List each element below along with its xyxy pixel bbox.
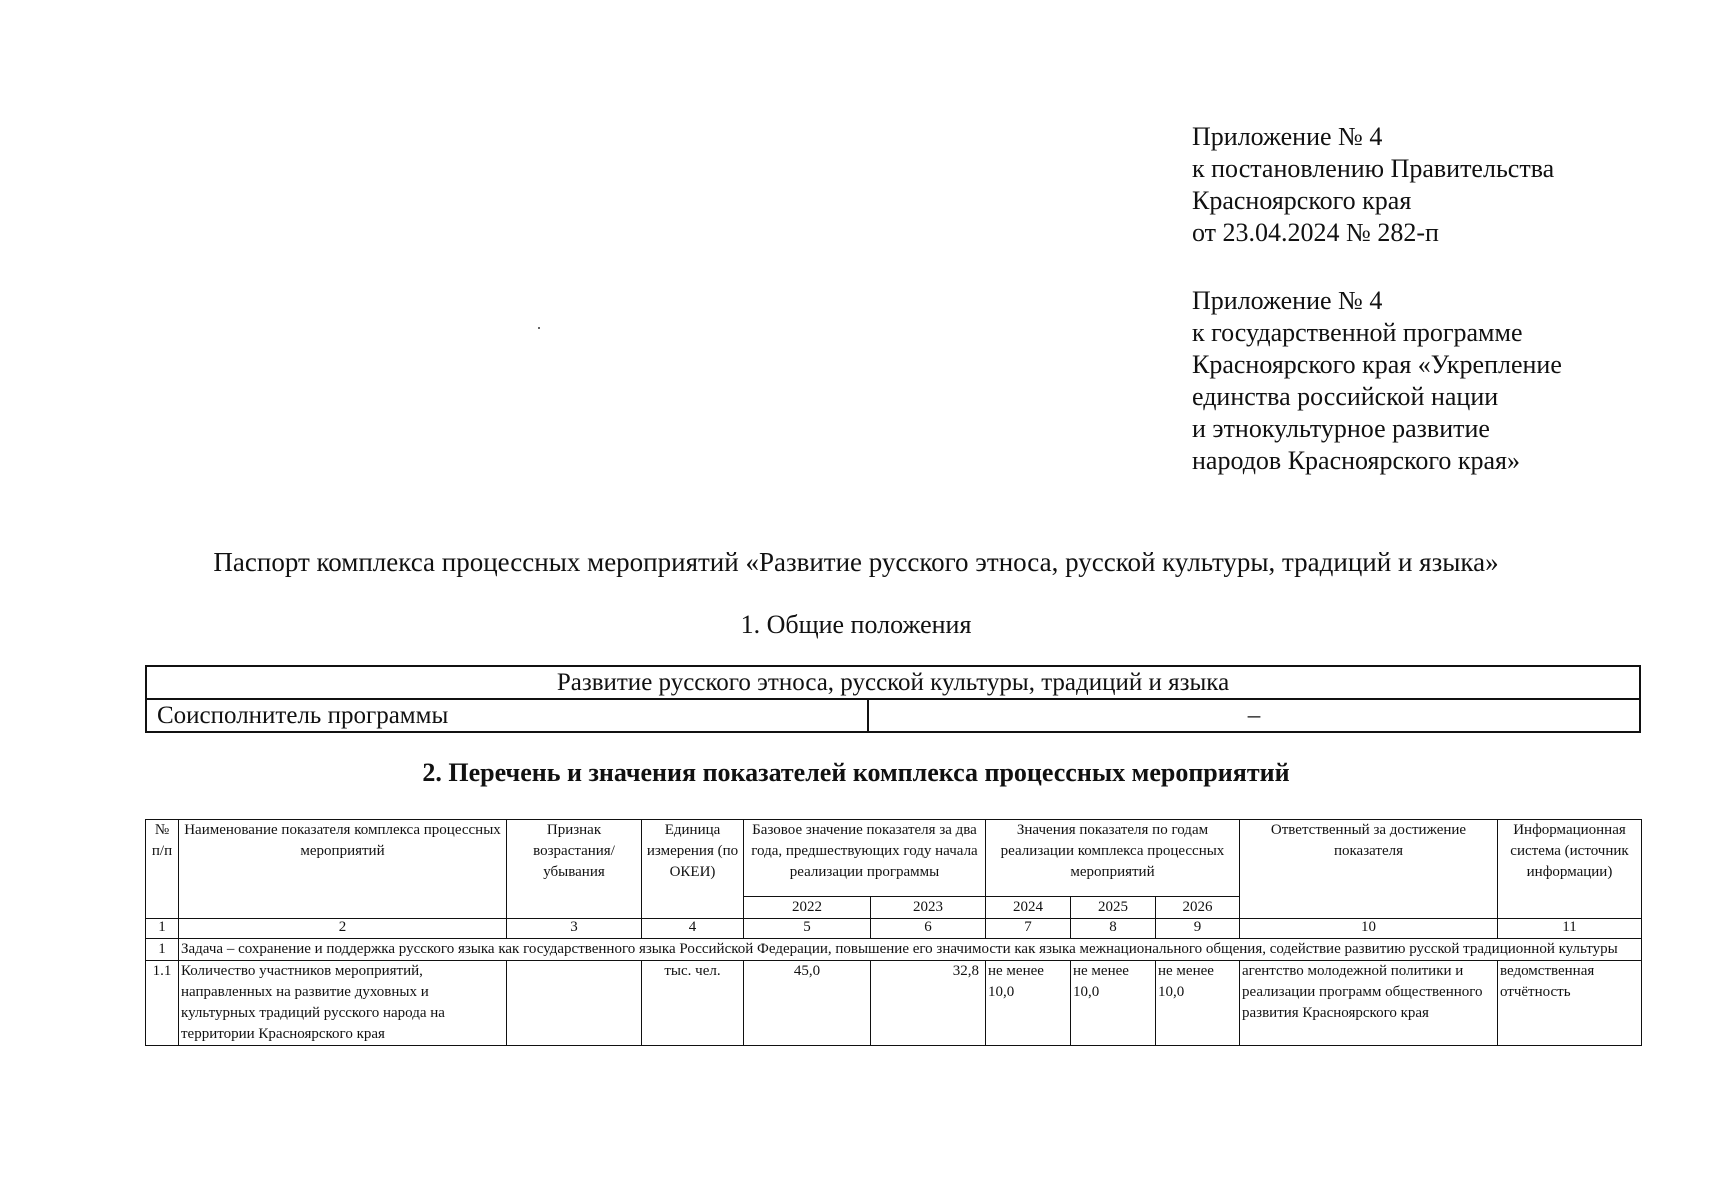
appendix-line: от 23.04.2024 № 282-п — [1192, 218, 1439, 247]
general-provisions-table — [145, 665, 1641, 733]
coexecutor-label-cell: Соисполнитель программы — [146, 699, 868, 732]
appendix-line: к государственной программе — [1192, 318, 1523, 347]
appendix-line: и этнокультурное развитие — [1192, 414, 1490, 443]
column-number: 11 — [1498, 919, 1642, 939]
task-text: Задача – сохранение и поддержка русского языка как государственного языка Российской Федерации, повышение его значимости как языка межнационального общения, содействие развитию русской традиционной культуры — [179, 939, 1642, 961]
appendix-line: к постановлению Правительства — [1192, 154, 1555, 183]
column-number: 7 — [986, 919, 1071, 939]
indicator-value-2025: не менее 10,0 — [1071, 961, 1156, 1046]
header-year-2025: 2025 — [1071, 897, 1156, 919]
column-number: 10 — [1240, 919, 1498, 939]
task-num: 1 — [146, 939, 179, 961]
header-responsible: Ответственный за достижение показателя — [1240, 820, 1498, 919]
indicator-info-system: ведомственная отчётность — [1498, 961, 1642, 1046]
appendix-line: Приложение № 4 — [1192, 122, 1383, 151]
header-base-value: Базовое значение показателя за два года, предшествующих году начала реализации программы — [744, 820, 986, 897]
appendix-block-state-program — [1192, 285, 1562, 477]
column-number: 4 — [642, 919, 744, 939]
header-year-2024: 2024 — [986, 897, 1071, 919]
appendix-line: Приложение № 4 — [1192, 286, 1383, 315]
appendix-line: народов Красноярского края» — [1192, 446, 1521, 475]
indicator-value-2022: 45,0 — [744, 961, 871, 1046]
header-year-2023: 2023 — [871, 897, 986, 919]
header-num: № п/п — [146, 820, 179, 919]
header-info-system: Информационная система (источник информации) — [1498, 820, 1642, 919]
appendix-line: единства российской нации — [1192, 382, 1499, 411]
appendix-line: Красноярского края «Укрепление — [1192, 350, 1562, 379]
complex-name-cell: Развитие русского этноса, русской культуры, традиций и языка — [146, 666, 1640, 699]
header-unit: Единица измерения (по ОКЕИ) — [642, 820, 744, 919]
scan-speck — [538, 327, 540, 329]
header-indicator-name: Наименование показателя комплекса процессных мероприятий — [179, 820, 507, 919]
task-row — [146, 939, 1642, 961]
header-growth-sign: Признак возрастания/ убывания — [507, 820, 642, 919]
page-title: Паспорт комплекса процессных мероприятий «Развитие русского этноса, русской культуры, традиций и языка» — [213, 547, 1499, 577]
header-year-2026: 2026 — [1156, 897, 1240, 919]
indicator-name: Количество участников мероприятий, направленных на развитие духовных и культурных традиций русского народа на территории Красноярского края — [179, 961, 507, 1046]
section-2-heading: 2. Перечень и значения показателей комплекса процессных мероприятий — [422, 758, 1290, 787]
indicator-value-2023: 32,8 — [871, 961, 986, 1046]
column-number: 9 — [1156, 919, 1240, 939]
table-row — [146, 666, 1640, 699]
appendix-block-government-decree — [1192, 121, 1554, 249]
indicators-table — [145, 819, 1642, 1046]
coexecutor-value-cell: – — [868, 699, 1640, 732]
indicator-num: 1.1 — [146, 961, 179, 1046]
appendix-line: Красноярского края — [1192, 186, 1412, 215]
section-1-heading: 1. Общие положения — [740, 610, 972, 639]
table-row — [146, 699, 1640, 732]
column-number: 1 — [146, 919, 179, 939]
indicator-unit: тыс. чел. — [642, 961, 744, 1046]
header-yearly-values: Значения показателя по годам реализации комплекса процессных мероприятий — [986, 820, 1240, 897]
header-year-2022: 2022 — [744, 897, 871, 919]
column-number: 5 — [744, 919, 871, 939]
indicator-responsible: агентство молодежной политики и реализации программ общественного развития Красноярского края — [1240, 961, 1498, 1046]
table-header-row — [146, 820, 1642, 897]
column-number: 2 — [179, 919, 507, 939]
indicator-sign — [507, 961, 642, 1046]
indicator-value-2024: не менее 10,0 — [986, 961, 1071, 1046]
column-numbers-row — [146, 919, 1642, 939]
column-number: 6 — [871, 919, 986, 939]
column-number: 8 — [1071, 919, 1156, 939]
indicator-value-2026: не менее 10,0 — [1156, 961, 1240, 1046]
table-row — [146, 961, 1642, 1046]
column-number: 3 — [507, 919, 642, 939]
